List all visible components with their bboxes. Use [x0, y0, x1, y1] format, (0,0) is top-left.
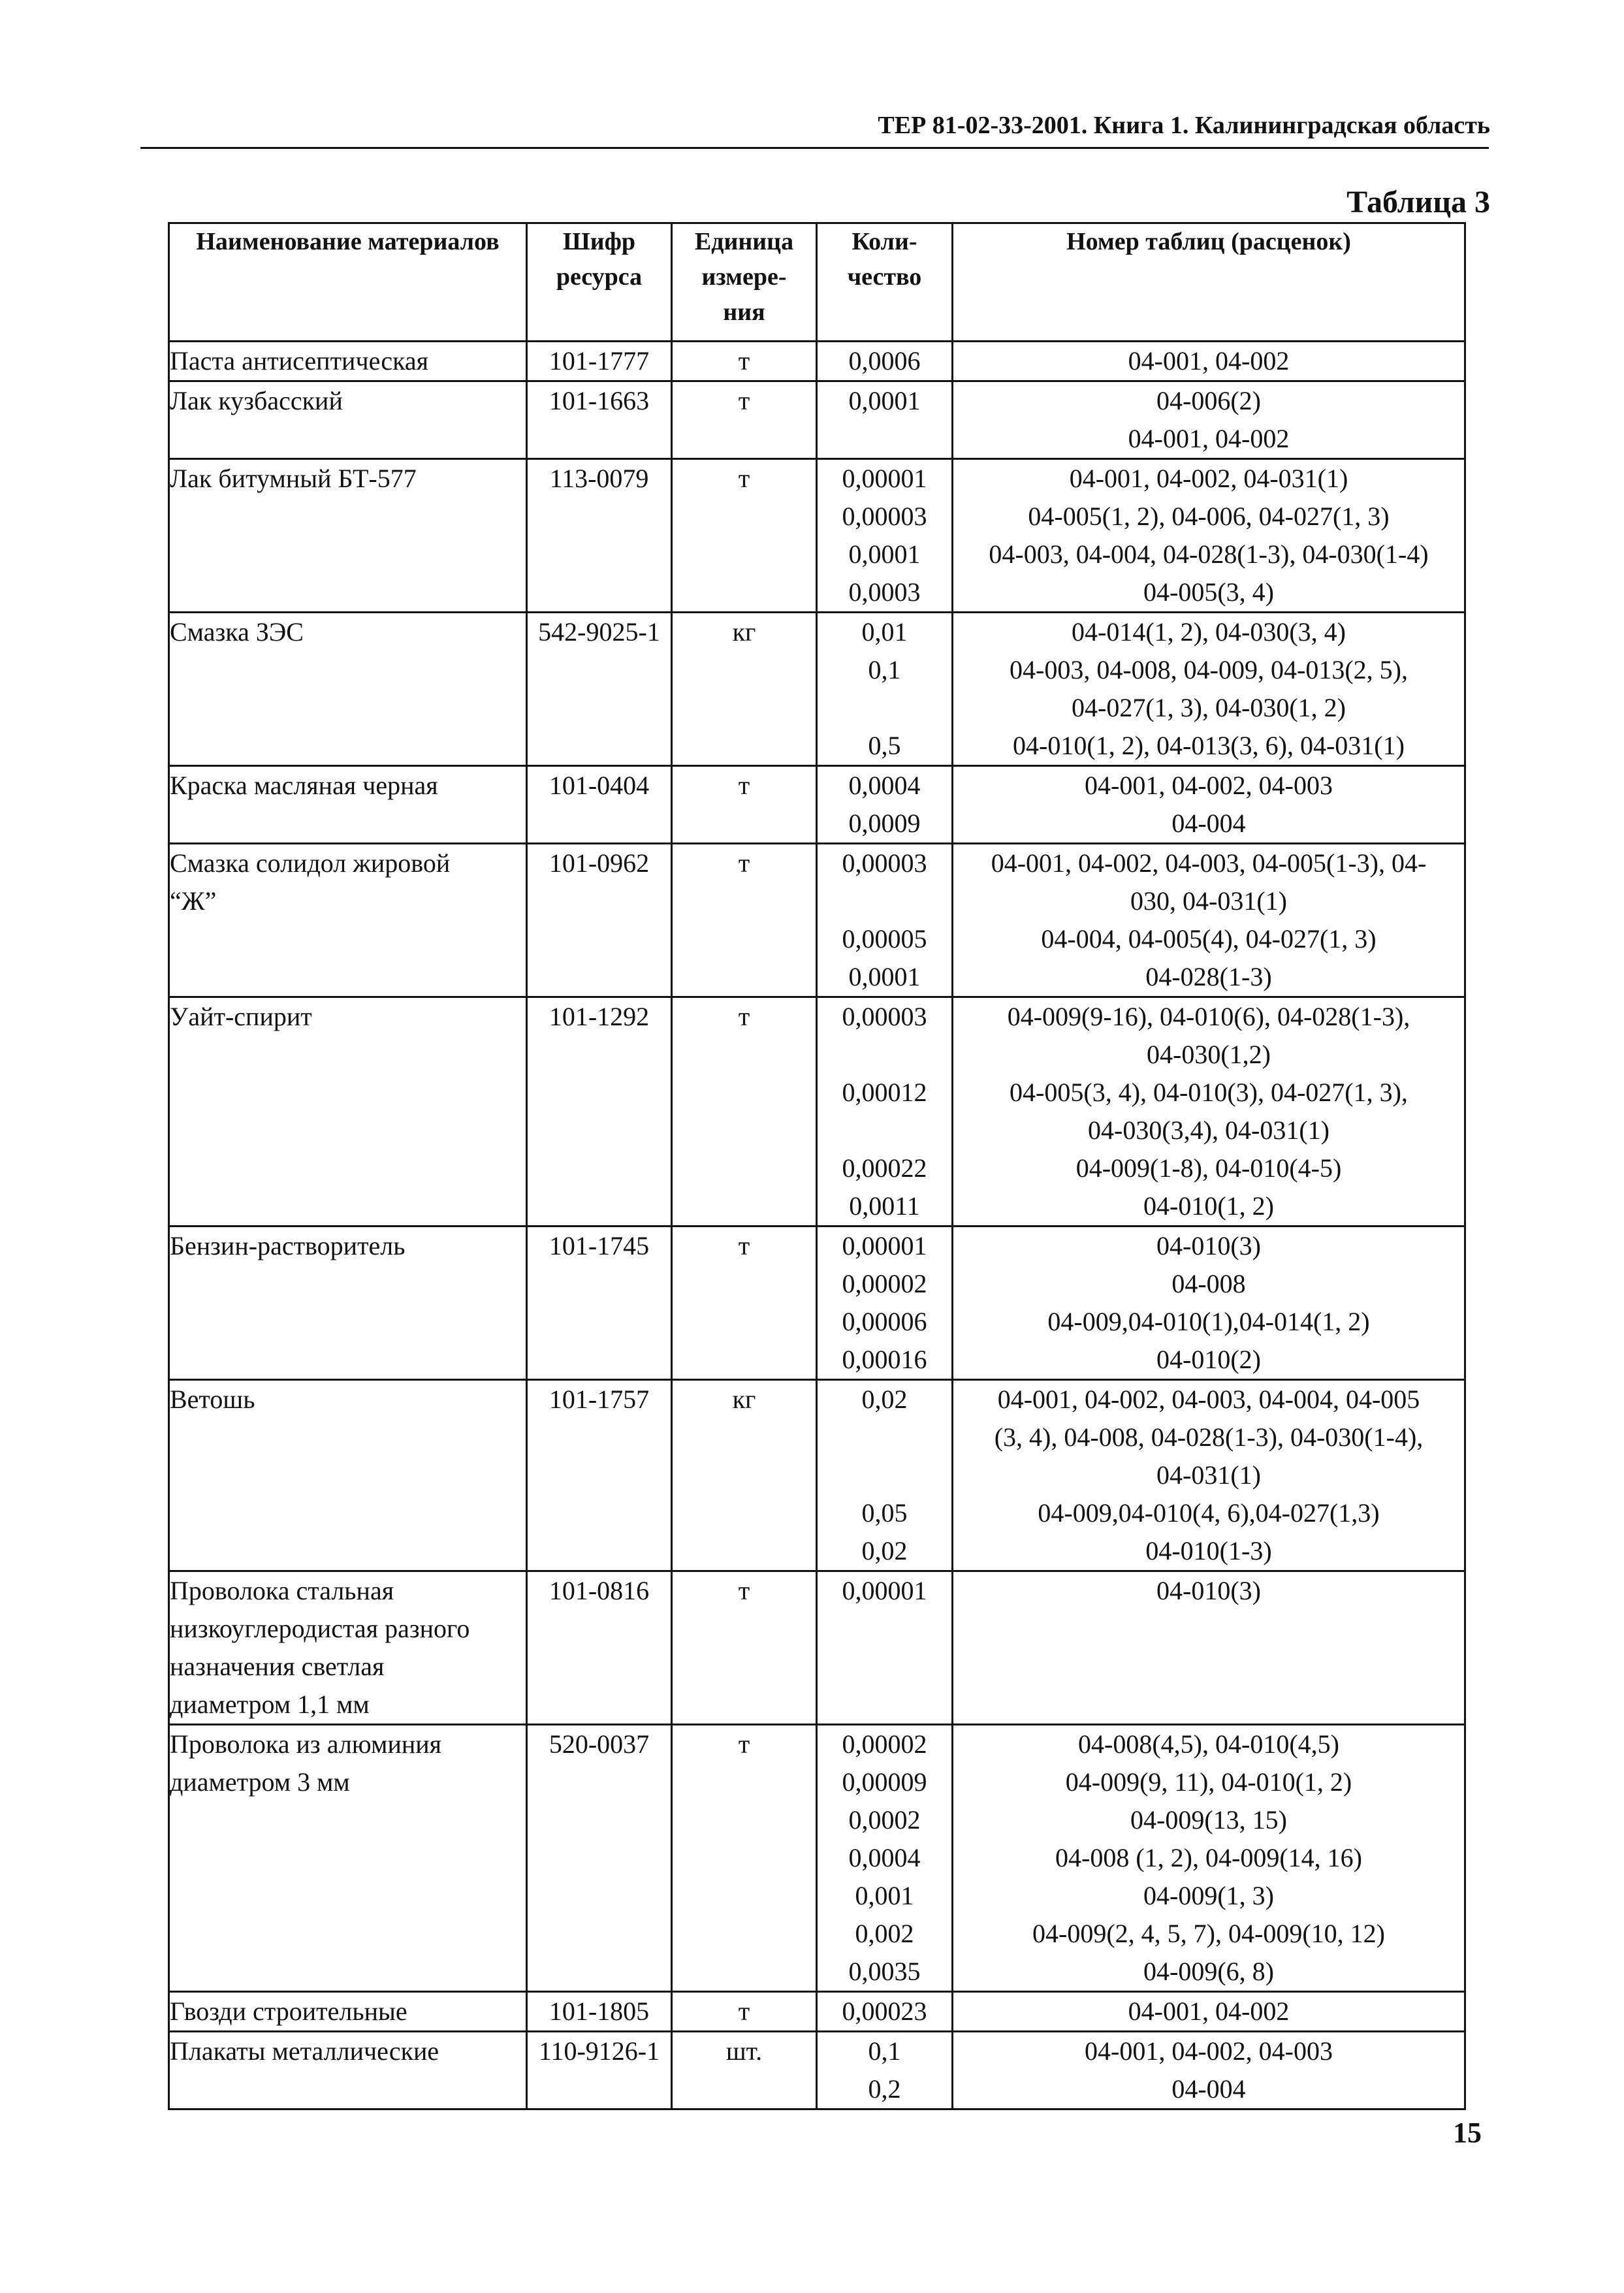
unit-cell: шт.	[672, 2032, 817, 2109]
quantity-value: 0,00002	[842, 1729, 927, 1759]
rate-table-ref: 04-010(3)	[1156, 1576, 1261, 1605]
rate-table-ref: 04-009(6, 8)	[1143, 1957, 1274, 1986]
rate-tables-cell	[953, 1227, 1465, 1380]
rate-table-ref: 04-001, 04-002	[1128, 424, 1290, 453]
material-name-cell	[169, 1992, 527, 2032]
rate-table-ref: 04-001, 04-002, 04-003, 04-005(1-3), 04-	[991, 848, 1427, 878]
rate-table-ref: 04-009(13, 15)	[1130, 1805, 1287, 1835]
table-row	[169, 1571, 1465, 1725]
quantity-cell	[817, 997, 953, 1227]
col-header-quantity	[817, 223, 953, 342]
materials-table	[168, 222, 1466, 2110]
table-row	[169, 381, 1465, 459]
table-row	[169, 766, 1465, 844]
rate-table-ref: 04-006(2)	[1156, 386, 1261, 415]
rate-table-ref: 04-001, 04-002, 04-003	[1085, 771, 1333, 800]
rate-table-ref: 04-010(1, 2)	[1143, 1191, 1274, 1221]
quantity-value: 0,2	[868, 2074, 901, 2104]
quantity-value: 0,0009	[848, 809, 921, 838]
rate-tables-cell	[953, 459, 1465, 613]
table-row	[169, 844, 1465, 997]
quantity-value	[818, 1112, 951, 1149]
material-name-line: Гвозди строительные	[170, 1996, 407, 2026]
resource-code-cell: 101-0816	[527, 1571, 672, 1725]
material-name-line: Смазка ЗЭС	[170, 617, 304, 647]
unit-cell: т	[672, 342, 817, 381]
quantity-value: 0,0004	[848, 1843, 921, 1872]
quantity-cell	[817, 381, 953, 459]
table-header	[169, 223, 1465, 342]
rate-table-ref: 04-008 (1, 2), 04-009(14, 16)	[1055, 1843, 1362, 1872]
rate-table-ref: 04-005(1, 2), 04-006, 04-027(1, 3)	[1028, 502, 1390, 531]
quantity-value: 0,00022	[842, 1153, 927, 1183]
quantity-value: 0,0001	[848, 962, 921, 991]
unit-cell: т	[672, 1992, 817, 2032]
quantity-value: 0,0002	[848, 1805, 921, 1835]
rate-table-ref: 04-014(1, 2), 04-030(3, 4)	[1072, 617, 1346, 647]
quantity-value: 0,00006	[842, 1307, 927, 1336]
material-name-cell	[169, 1380, 527, 1571]
material-name-line: Смазка солидол жировой	[170, 848, 451, 878]
rate-table-ref: 04-027(1, 3), 04-030(1, 2)	[1072, 693, 1346, 722]
rate-tables-cell	[953, 1992, 1465, 2032]
table-row	[169, 459, 1465, 613]
quantity-value: 0,00001	[842, 1576, 927, 1605]
quantity-cell	[817, 459, 953, 613]
quantity-cell	[817, 1227, 953, 1380]
rate-table-ref: 04-004	[1171, 809, 1246, 838]
rate-table-ref: 04-008(4,5), 04-010(4,5)	[1078, 1729, 1339, 1759]
rate-table-ref: 04-009(2, 4, 5, 7), 04-009(10, 12)	[1032, 1919, 1385, 1948]
quantity-value: 0,00016	[842, 1345, 927, 1374]
table-row	[169, 997, 1465, 1227]
quantity-value: 0,0001	[848, 386, 921, 415]
material-name-line: Бензин-растворитель	[170, 1231, 406, 1260]
rate-tables-cell	[953, 2032, 1465, 2109]
resource-code-cell: 113-0079	[527, 459, 672, 613]
quantity-value: 0,01	[861, 617, 908, 647]
quantity-value: 0,5	[868, 731, 901, 760]
rate-tables-cell	[953, 1380, 1465, 1571]
quantity-value: 0,00003	[842, 1002, 927, 1031]
resource-code-cell: 101-1757	[527, 1380, 672, 1571]
quantity-value: 0,001	[855, 1881, 914, 1910]
rate-table-ref: 04-009(9-16), 04-010(6), 04-028(1-3),	[1007, 1002, 1410, 1031]
material-name-cell	[169, 1571, 527, 1725]
quantity-value: 0,0035	[848, 1957, 921, 1986]
resource-code-cell: 101-1663	[527, 381, 672, 459]
header-rule	[140, 147, 1489, 149]
material-name-cell	[169, 342, 527, 381]
rate-table-ref: 04-003, 04-008, 04-009, 04-013(2, 5),	[1010, 655, 1408, 684]
table-row	[169, 342, 1465, 381]
rate-table-ref: 04-030(3,4), 04-031(1)	[1088, 1115, 1329, 1145]
quantity-value: 0,00002	[842, 1269, 927, 1298]
resource-code-cell: 110-9126-1	[527, 2032, 672, 2109]
quantity-value: 0,00012	[842, 1078, 927, 1107]
material-name-line: Лак битумный БТ-577	[170, 464, 417, 493]
rate-table-ref: 04-001, 04-002, 04-031(1)	[1069, 464, 1348, 493]
running-header: ТЕР 81-02-33-2001. Книга 1. Калининградская область	[878, 112, 1490, 139]
quantity-value: 0,0001	[848, 539, 921, 569]
quantity-value	[818, 1419, 951, 1456]
rate-table-ref: 04-005(3, 4), 04-010(3), 04-027(1, 3),	[1010, 1078, 1408, 1107]
resource-code-cell: 101-1745	[527, 1227, 672, 1380]
table-body	[169, 342, 1465, 2109]
quantity-value	[818, 1036, 951, 1074]
table-row	[169, 1227, 1465, 1380]
resource-code-cell: 101-1292	[527, 997, 672, 1227]
unit-cell: кг	[672, 1380, 817, 1571]
quantity-value	[818, 882, 951, 920]
quantity-value: 0,00009	[842, 1767, 927, 1797]
quantity-cell	[817, 342, 953, 381]
unit-cell: т	[672, 381, 817, 459]
rate-table-ref: 04-004, 04-005(4), 04-027(1, 3)	[1041, 924, 1377, 954]
material-name-line: Краска масляная черная	[170, 771, 438, 800]
rate-table-ref: 04-001, 04-002	[1128, 346, 1290, 376]
material-name-line: Проволока из алюминия	[170, 1729, 442, 1759]
material-name-cell	[169, 844, 527, 997]
rate-table-ref: 04-010(2)	[1156, 1345, 1261, 1374]
table-row	[169, 613, 1465, 766]
material-name-line: “Ж”	[170, 886, 217, 916]
rate-table-ref: (3, 4), 04-008, 04-028(1-3), 04-030(1-4),	[994, 1422, 1424, 1452]
rate-tables-cell	[953, 1725, 1465, 1992]
rate-tables-cell	[953, 613, 1465, 766]
resource-code-cell: 101-0404	[527, 766, 672, 844]
material-name-line: диаметром 1,1 мм	[170, 1690, 370, 1719]
resource-code-cell: 101-1805	[527, 1992, 672, 2032]
quantity-value: 0,0011	[849, 1191, 920, 1221]
rate-table-ref: 04-009(1, 3)	[1143, 1881, 1274, 1910]
quantity-cell	[817, 1725, 953, 1992]
resource-code-cell: 542-9025-1	[527, 613, 672, 766]
col-header-resource-code	[527, 223, 672, 342]
material-name-cell	[169, 613, 527, 766]
unit-cell: т	[672, 459, 817, 613]
quantity-value: 0,02	[861, 1385, 908, 1414]
rate-table-ref: 04-028(1-3)	[1145, 962, 1272, 991]
col-header-material	[169, 223, 527, 342]
quantity-value: 0,0004	[848, 771, 921, 800]
table-row	[169, 2032, 1465, 2109]
header-row	[169, 223, 1465, 342]
table-caption: Таблица 3	[1346, 185, 1490, 219]
page-number: 15	[1453, 2117, 1482, 2149]
material-name-line: Проволока стальная	[170, 1576, 394, 1605]
unit-cell: т	[672, 1227, 817, 1380]
quantity-cell	[817, 1992, 953, 2032]
unit-cell: т	[672, 997, 817, 1227]
quantity-value: 0,00001	[842, 1231, 927, 1260]
rate-table-ref: 04-030(1,2)	[1147, 1040, 1271, 1069]
quantity-cell	[817, 1571, 953, 1725]
rate-tables-cell	[953, 766, 1465, 844]
material-name-cell	[169, 381, 527, 459]
material-name-line: Уайт-спирит	[170, 1002, 312, 1031]
rate-tables-cell	[953, 844, 1465, 997]
resource-code-cell: 101-1777	[527, 342, 672, 381]
rate-table-ref: 04-009,04-010(1),04-014(1, 2)	[1047, 1307, 1370, 1336]
material-name-line: Плакаты металлические	[170, 2036, 439, 2066]
rate-table-ref: 04-010(1, 2), 04-013(3, 6), 04-031(1)	[1013, 731, 1405, 760]
quantity-value: 0,00003	[842, 848, 927, 878]
material-name-line: Лак кузбасский	[170, 386, 343, 415]
rate-tables-cell	[953, 997, 1465, 1227]
quantity-cell	[817, 613, 953, 766]
quantity-value	[818, 420, 951, 458]
material-name-cell	[169, 2032, 527, 2109]
material-name-line: Паста антисептическая	[170, 346, 429, 376]
quantity-value: 0,00003	[842, 502, 927, 531]
col-header-line: чество	[847, 263, 922, 291]
col-header-line: измере-	[701, 263, 787, 291]
material-name-line: назначения светлая	[170, 1652, 385, 1681]
quantity-cell	[817, 1380, 953, 1571]
rate-tables-cell	[953, 342, 1465, 381]
quantity-cell	[817, 2032, 953, 2109]
rate-tables-cell	[953, 381, 1465, 459]
table-row	[169, 1725, 1465, 1992]
quantity-value: 0,00005	[842, 924, 927, 954]
rate-table-ref: 04-010(1-3)	[1145, 1536, 1272, 1565]
col-header-unit	[672, 223, 817, 342]
material-name-cell	[169, 459, 527, 613]
material-name-cell	[169, 1227, 527, 1380]
rate-table-ref: 030, 04-031(1)	[1130, 886, 1287, 916]
quantity-value	[818, 689, 951, 727]
col-header-line: ния	[723, 298, 765, 326]
rate-table-ref: 04-004	[1171, 2074, 1246, 2104]
quantity-value: 0,00001	[842, 464, 927, 493]
unit-cell: кг	[672, 613, 817, 766]
quantity-value: 0,02	[861, 1536, 908, 1565]
rate-table-ref: 04-003, 04-004, 04-028(1-3), 04-030(1-4)	[989, 539, 1429, 569]
material-name-line: Ветошь	[170, 1385, 255, 1414]
quantity-value: 0,1	[868, 655, 901, 684]
rate-table-ref: 04-009(9, 11), 04-010(1, 2)	[1065, 1767, 1352, 1797]
quantity-value: 0,1	[868, 2036, 901, 2066]
quantity-value: 0,0003	[848, 577, 921, 607]
col-header-line: Единица	[694, 228, 794, 255]
unit-cell: т	[672, 1571, 817, 1725]
rate-table-ref: 04-031(1)	[1156, 1460, 1261, 1490]
col-header-line: Коли-	[852, 228, 917, 255]
col-header-line: ресурса	[556, 263, 643, 291]
rate-table-ref: 04-009,04-010(4, 6),04-027(1,3)	[1038, 1498, 1380, 1528]
resource-code-cell: 101-0962	[527, 844, 672, 997]
rate-table-ref: 04-008	[1171, 1269, 1246, 1298]
rate-table-ref: 04-001, 04-002, 04-003	[1085, 2036, 1333, 2066]
unit-cell: т	[672, 844, 817, 997]
rate-table-ref: 04-001, 04-002, 04-003, 04-004, 04-005	[997, 1385, 1420, 1414]
unit-cell: т	[672, 766, 817, 844]
rate-table-ref: 04-010(3)	[1156, 1231, 1261, 1260]
rate-table-ref: 04-009(1-8), 04-010(4-5)	[1075, 1153, 1342, 1183]
rate-table-ref: 04-005(3, 4)	[1143, 577, 1274, 607]
material-name-line: диаметром 3 мм	[170, 1767, 350, 1797]
quantity-value	[818, 1456, 951, 1494]
rate-tables-cell	[953, 1571, 1465, 1725]
quantity-value: 0,0006	[848, 346, 921, 376]
resource-code-cell: 520-0037	[527, 1725, 672, 1992]
col-header-line: Номер таблиц (расценок)	[1066, 228, 1351, 255]
unit-cell: т	[672, 1725, 817, 1992]
quantity-cell	[817, 844, 953, 997]
table-row	[169, 1992, 1465, 2032]
col-header-line: Наименование материалов	[196, 228, 500, 255]
rate-table-ref: 04-001, 04-002	[1128, 1996, 1290, 2026]
quantity-value: 0,00023	[842, 1996, 927, 2026]
table-row	[169, 1380, 1465, 1571]
material-name-cell	[169, 766, 527, 844]
quantity-cell	[817, 766, 953, 844]
material-name-line: низкоуглеродистая разного	[170, 1614, 470, 1643]
quantity-value: 0,05	[861, 1498, 908, 1528]
material-name-cell	[169, 997, 527, 1227]
col-header-rate-tables	[953, 223, 1465, 342]
material-name-cell	[169, 1725, 527, 1992]
col-header-line: Шифр	[562, 228, 636, 255]
quantity-value: 0,002	[855, 1919, 914, 1948]
